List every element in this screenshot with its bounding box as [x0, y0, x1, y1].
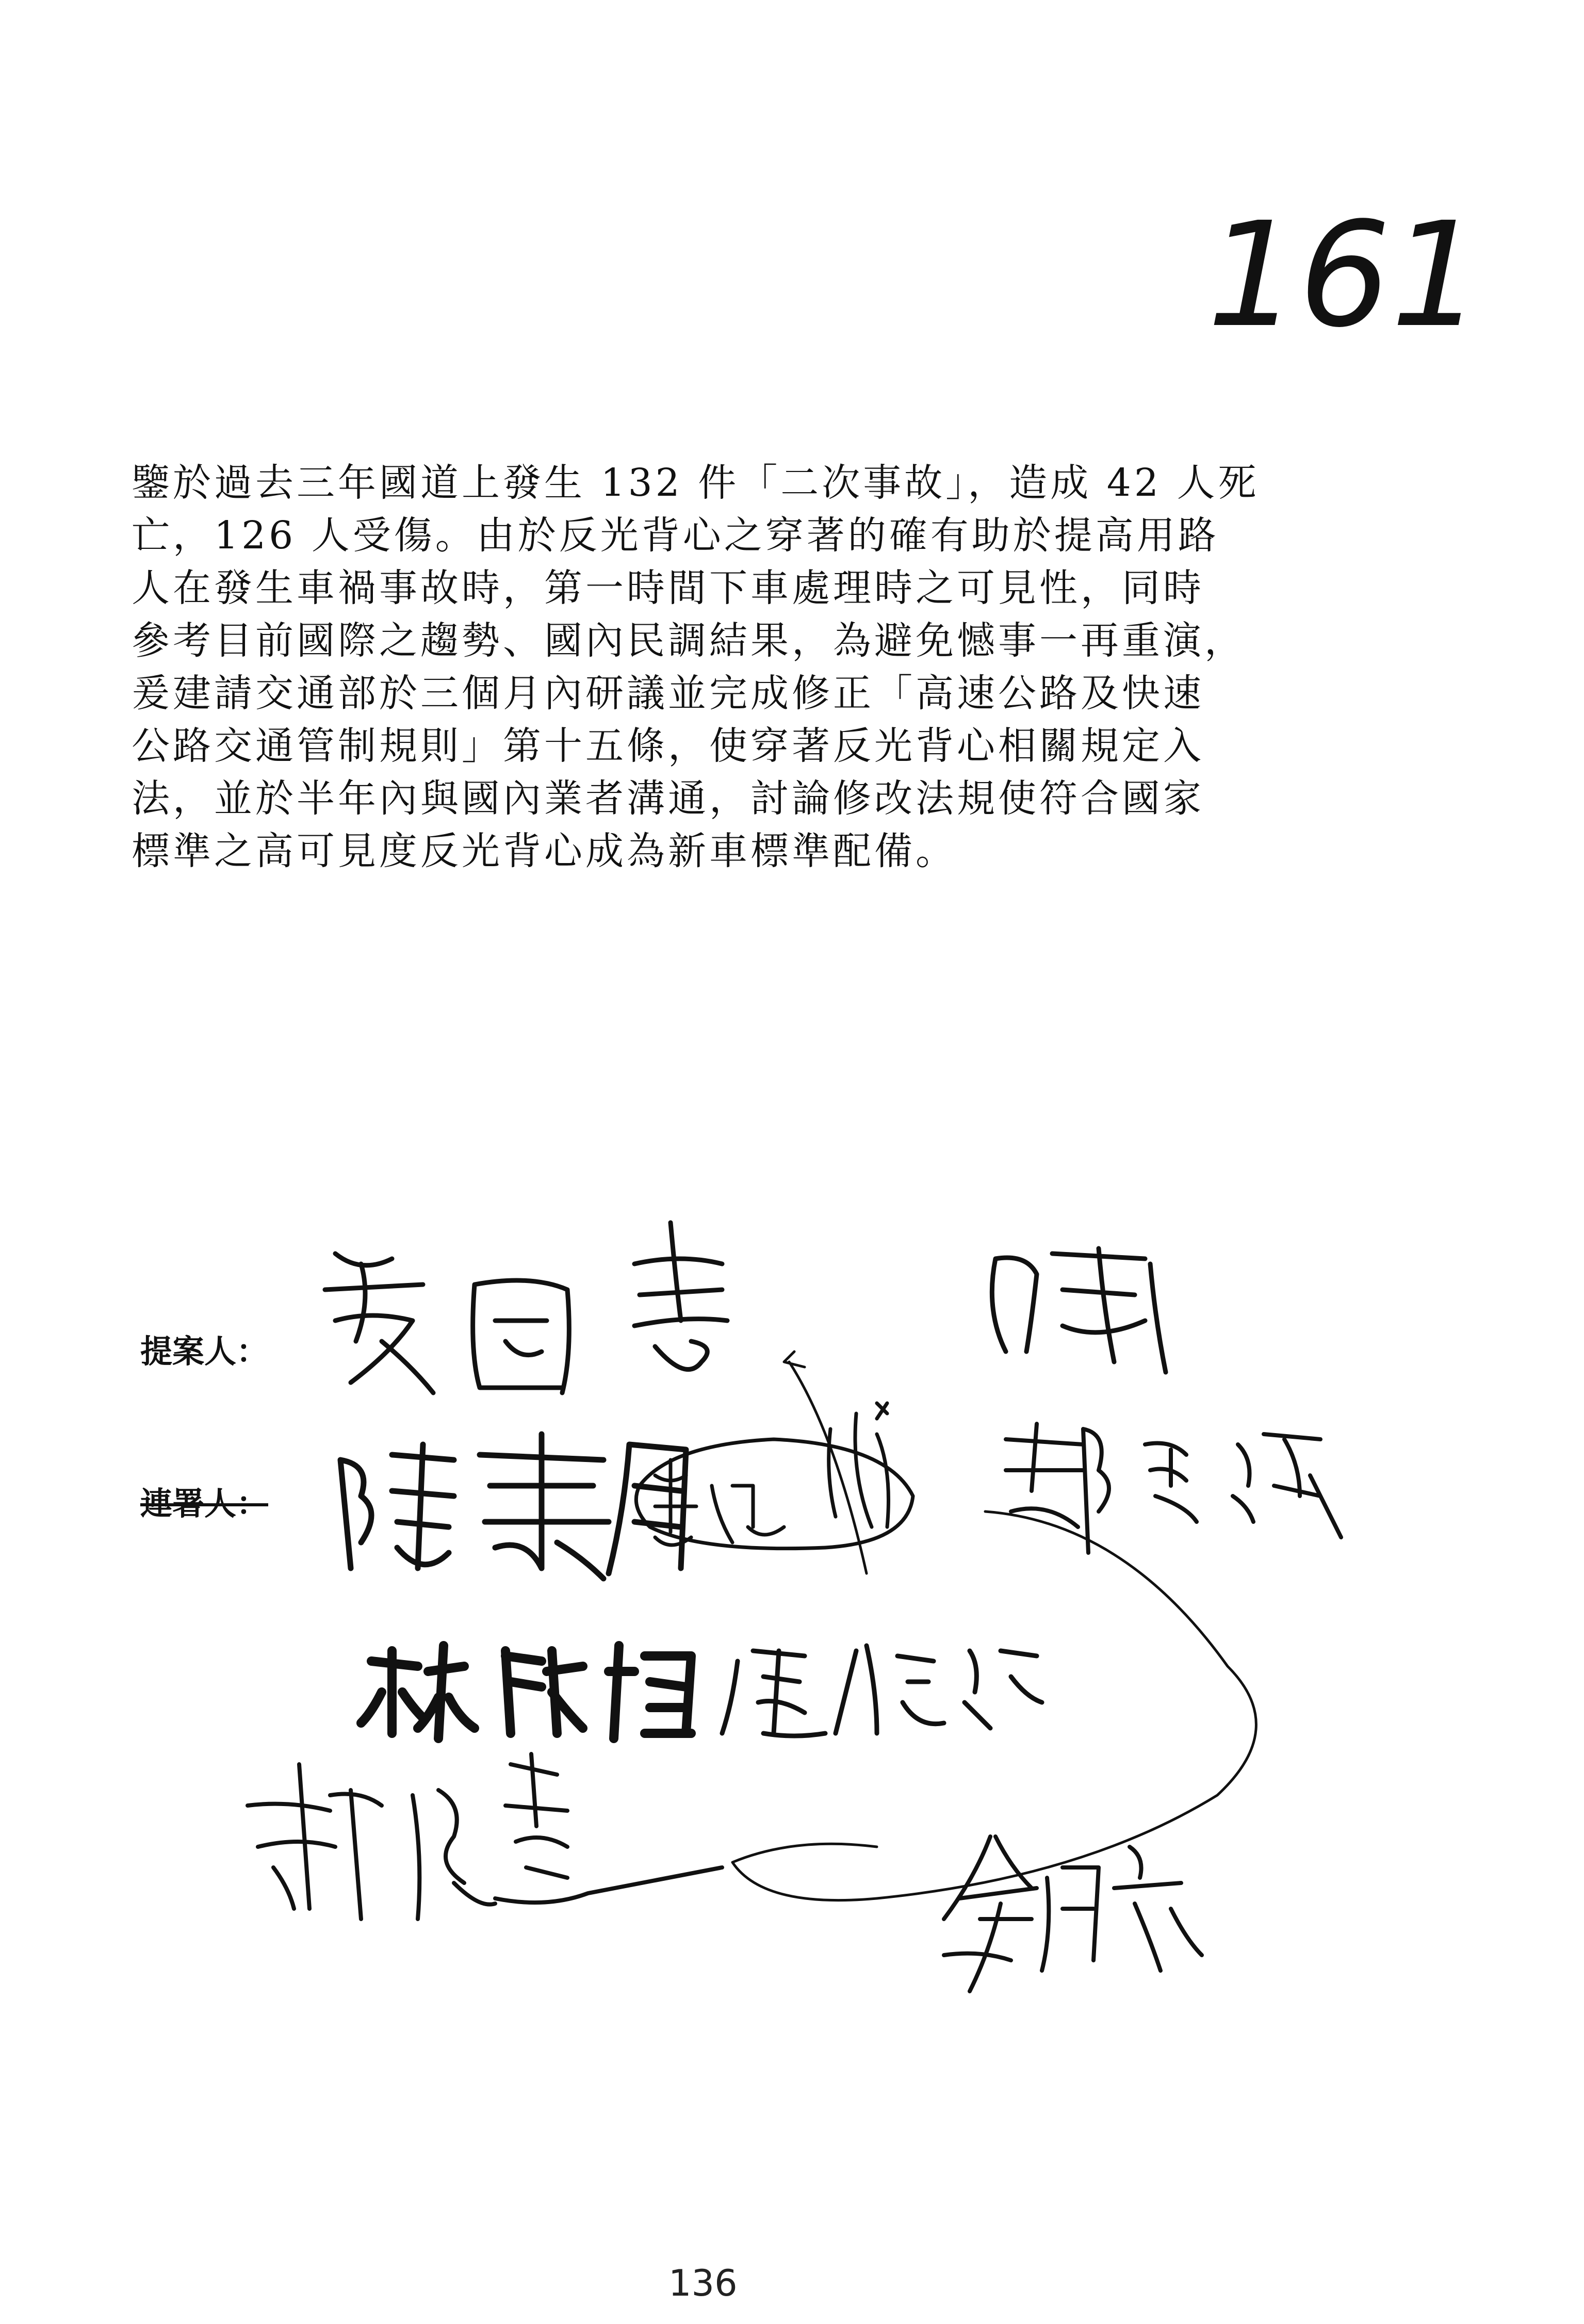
signature-proposer-3: [634, 1223, 727, 1370]
svg-text:136: 136: [668, 2262, 738, 2304]
body-line: 公路交通管制規則」第十五條，使穿著反光背心相關規定入: [132, 724, 1204, 768]
body-line: 亡，126 人受傷。由於反光背心之穿著的確有助於提高用路: [132, 513, 1219, 558]
signature-cosigner-2: [480, 1434, 609, 1579]
signature-cosigner-3: [609, 1444, 686, 1573]
signature-cosigner-8: [248, 1754, 722, 1919]
signature-cosigner-1: [340, 1444, 454, 1568]
signature-proposer-2: [473, 1280, 569, 1393]
body-line: 法，並於半年內與國內業者溝通，討論修改法規使符合國家: [132, 776, 1204, 821]
body-line: 人在發生車禍事故時，第一時間下車處理時之可見性，同時: [132, 566, 1204, 610]
body-line: 參考目前國際之趨勢、國內民調結果，為避免憾事一再重演，: [132, 619, 1246, 663]
proposer-label: 提案人：: [140, 1332, 269, 1370]
signature-proposer-1: [325, 1254, 433, 1393]
signature-proposer-4: [992, 1248, 1166, 1372]
svg-text:161: 161: [1207, 191, 1483, 360]
handwritten-page-number: [665, 2254, 758, 2311]
body-line: 鑒於過去三年國道上發生 132 件「二次事故」，造成 42 人死: [132, 461, 1260, 505]
signature-cosigner-6: [361, 1646, 691, 1738]
cosigner-label-text: 連署人：: [140, 1485, 269, 1522]
signature-connector-lines: [732, 1352, 1256, 1900]
body-line: 標準之高可見度反光背心成為新車標準配備。: [132, 829, 957, 873]
body-line: 爰建請交通部於三個月內研議並完成修正「高速公路及快速: [132, 671, 1204, 716]
signature-cosigner-7: [722, 1646, 1042, 1736]
signature-cosigner-5: [1006, 1424, 1341, 1553]
